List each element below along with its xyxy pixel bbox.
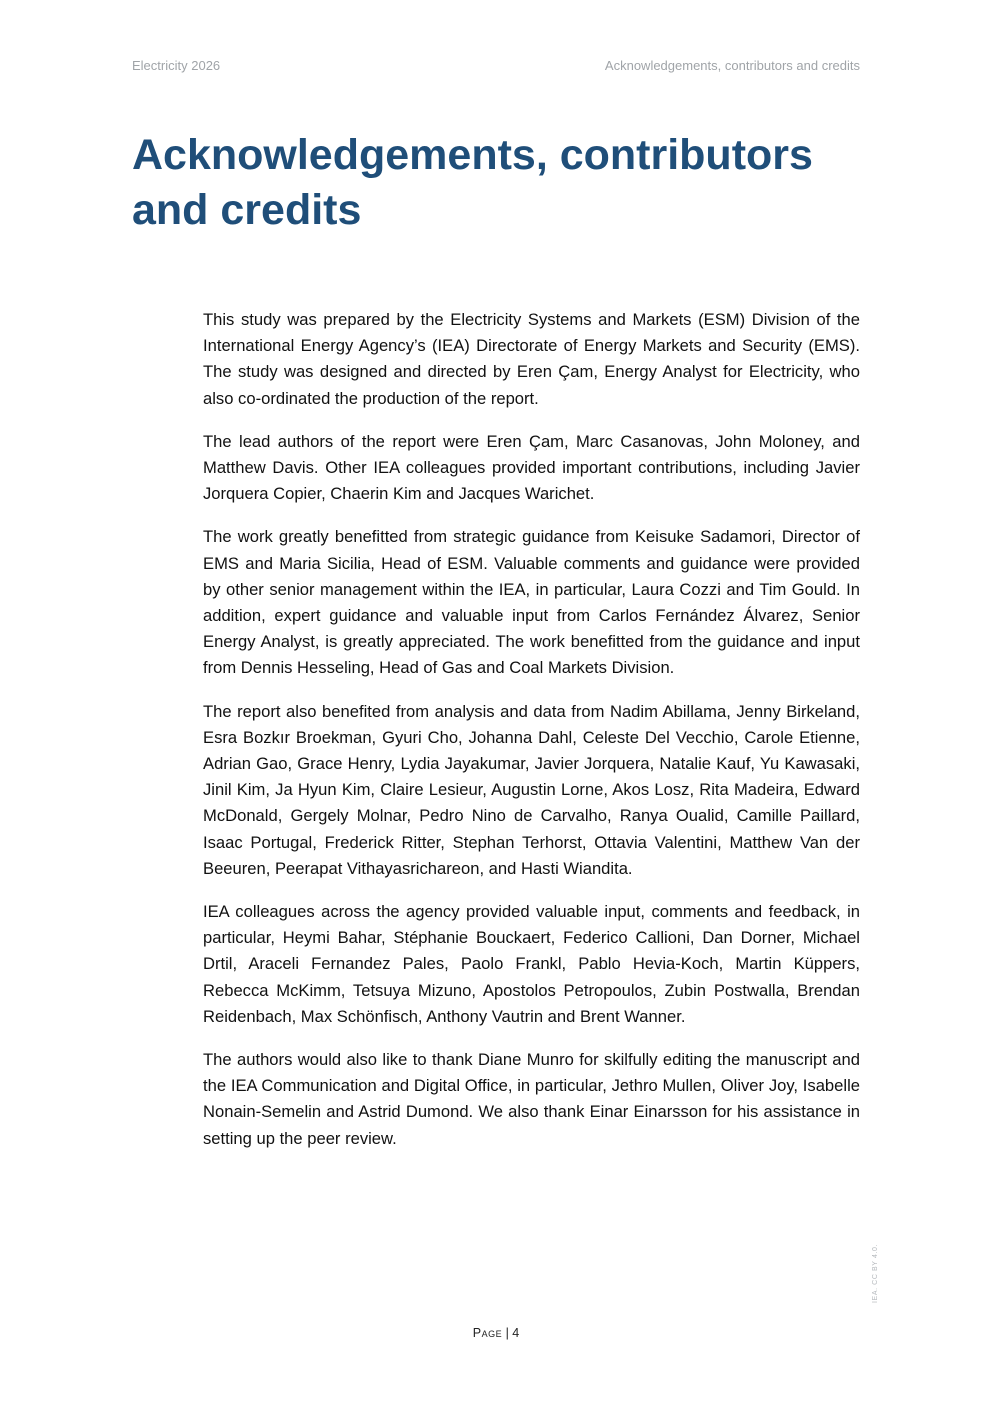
page-title: Acknowledgements, contributors and credits [132,131,813,234]
page-number: 4 [512,1326,520,1340]
paragraph-strategic-guidance: The work greatly benefitted from strategic guidance from Keisuke Sadamori, Director of EMS and Maria Sicilia, Head of ESM. Valuable comments and guidance were provided by other senior management within the IEA, in particular, Laura Cozzi and Tim Gould. In addition, expert guidance and valuable input from Carlos Fernández Álvarez, Senior Energy Analyst, is greatly appreciated. The work benefitted from the guidance and input from Dennis Hesseling, Head of Gas and Coal Markets Division. [203,527,860,678]
page-footer [0,1326,992,1340]
paragraph-lead-authors: The lead authors of the report were Eren Çam, Marc Casanovas, John Moloney, and Matthew Davis. Other IEA colleagues provided important contributions, including Javier Jorquera Copier, Chaerin Kim and Jacques Warichet. [203,431,860,504]
running-header-section-name: Acknowledgements, contributors and credits [604,58,860,73]
page-label: Page [472,1326,503,1340]
paragraph-study-preparation: This study was prepared by the Electricity Systems and Markets (ESM) Division of the International Energy Agency’s (IEA) Directorate of Energy Markets and Security (EMS). The study was designed and directed by Eren Çam, Energy Analyst for Electricity, who also co-ordinated the production of the report. [203,310,860,408]
running-header-report-name: Electricity 2026 [132,58,221,73]
paragraph-editing-thanks: The authors would also like to thank Diane Munro for skilfully editing the manuscript and the IEA Communication and Digital Office, in particular, Jethro Mullen, Oliver Joy, Isabelle Nonain-Semelin and Astrid Dumond. We also thank Einar Einarsson for his assistance in setting up the peer review. [203,1050,860,1148]
page-separator: | [505,1326,509,1340]
license-notice: IEA. CC BY 4.0. [872,1243,879,1303]
paragraph-iea-colleagues: IEA colleagues across the agency provided valuable input, comments and feedback, in particular, Heymi Bahar, Stéphanie Bouckaert, Federico Callioni, Dan Dorner, Michael Drtil, Araceli Fernandez Pales, Paolo Frankl, Pablo Hevia-Koch, Martin Küppers, Rebecca McKimm, Tetsuya Mizuno, Apostolos Petropoulos, Zubin Postwalla, Brendan Reidenbach, Max Schönfisch, Anthony Vautrin and Brent Wanner. [203,902,860,1026]
body-text [203,307,860,1169]
paragraph-analysis-contributors: The report also benefited from analysis and data from Nadim Abillama, Jenny Birkeland, Esra Bozkır Broekman, Gyuri Cho, Johanna Dahl, Celeste Del Vecchio, Carole Etienne, Adrian Gao, Grace Henry, Lydia Jayakumar, Javier Jorquera, Natalie Kauf, Yu Kawasaki, Jinil Kim, Ja Hyun Kim, Claire Lesieur, Augustin Lorne, Akos Losz, Rita Madeira, Edward McDonald, Gergely Molnar, Pedro Nino de Carvalho, Ranya Oualid, Camille Paillard, Isaac Portugal, Frederick Ritter, Stephan Terhorst, Ottavia Valentini, Matthew Van der Beeuren, Peerapat Vithayasrichareon, and Hasti Wiandita. [203,701,860,878]
